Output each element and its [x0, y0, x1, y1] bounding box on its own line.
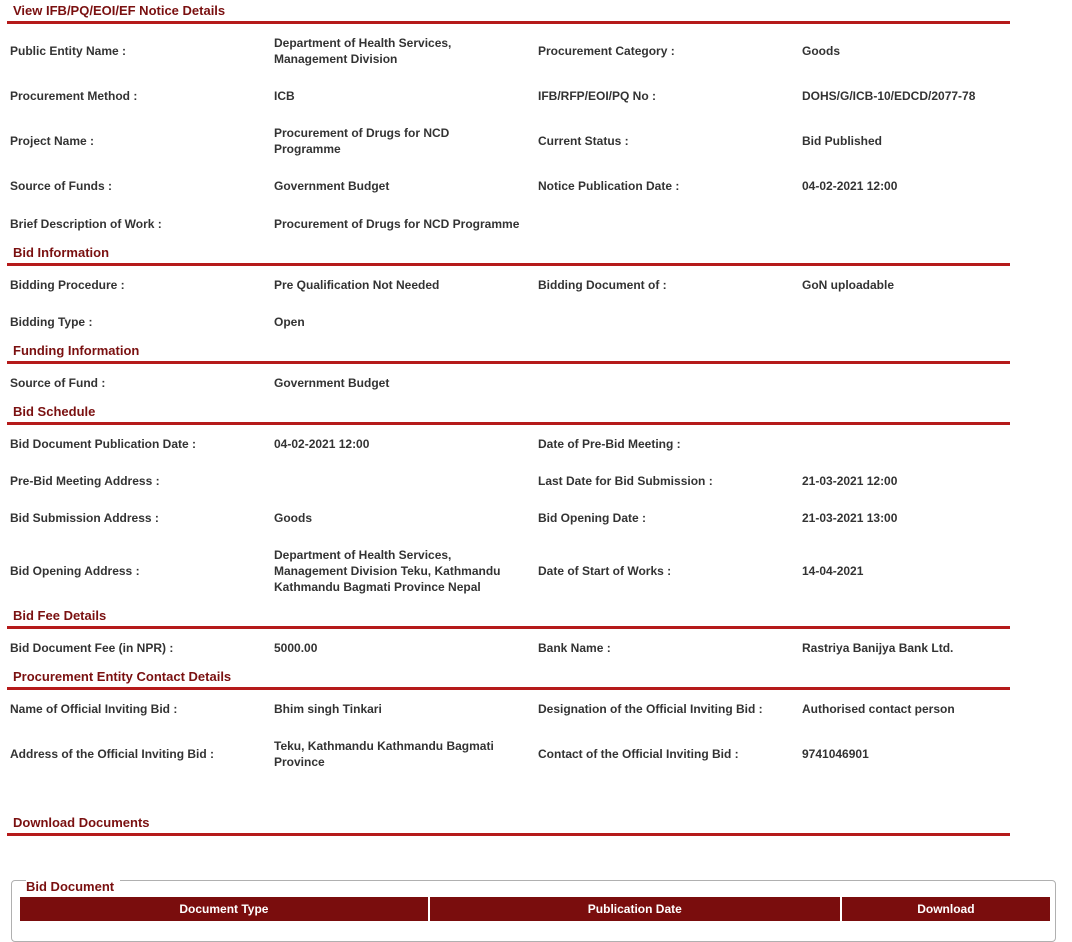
bidding-type-value: Open — [274, 315, 305, 329]
bid-opening-date-label: Bid Opening Date : — [538, 511, 646, 525]
bidding-procedure-label: Bidding Procedure : — [10, 278, 125, 292]
table-header-row — [20, 897, 1050, 921]
public-entity-label: Public Entity Name : — [10, 44, 127, 58]
row-bid-opening-address — [10, 546, 1000, 596]
bid-submission-address-value: Goods — [274, 511, 312, 525]
bid-schedule-section — [7, 402, 1010, 425]
bid-opening-address-value: Department of Health Services, Management Division Teku, Kathmandu Kathmandu Bagmati Province Nepal — [274, 548, 501, 594]
download-documents-section — [7, 813, 1010, 836]
brief-description-label: Brief Description of Work : — [10, 217, 162, 231]
source-of-funds-value: Government Budget — [274, 179, 390, 193]
bid-fee-section — [7, 606, 1010, 629]
column-header-document-type[interactable]: Document Type — [20, 897, 429, 921]
contact-details-section — [7, 667, 1010, 690]
bid-opening-date-value: 21-03-2021 13:00 — [802, 511, 898, 525]
bank-name-value: Rastriya Banijya Bank Ltd. — [802, 641, 954, 655]
start-of-works-label: Date of Start of Works : — [538, 564, 672, 578]
project-name-label: Project Name : — [10, 134, 95, 148]
last-date-submission-value: 21-03-2021 12:00 — [802, 474, 898, 488]
bid-document-fieldset — [11, 880, 1056, 942]
row-bid-doc-publication — [10, 435, 1000, 453]
pre-bid-meeting-address-value — [274, 472, 524, 490]
bid-document-table — [20, 897, 1050, 921]
row-bidding-type — [10, 313, 1000, 331]
section-title-funding: Funding Information — [7, 341, 1010, 364]
bidding-document-of-label: Bidding Document of : — [538, 278, 667, 292]
last-date-submission-label: Last Date for Bid Submission : — [538, 474, 713, 488]
bid-document-fee-value: 5000.00 — [274, 641, 318, 655]
public-entity-value: Department of Health Services, Management Division — [274, 36, 452, 66]
pre-bid-meeting-date-label: Date of Pre-Bid Meeting : — [538, 437, 681, 451]
official-name-label: Name of Official Inviting Bid : — [10, 702, 178, 716]
row-brief-description — [10, 215, 1000, 233]
ifb-no-value: DOHS/G/ICB-10/EDCD/2077-78 — [802, 89, 976, 103]
bid-document-fee-label: Bid Document Fee (in NPR) : — [10, 641, 174, 655]
official-address-label: Address of the Official Inviting Bid : — [10, 747, 215, 761]
official-contact-label: Contact of the Official Inviting Bid : — [538, 747, 739, 761]
funding-information-section — [7, 341, 1010, 364]
pre-bid-meeting-address-label: Pre-Bid Meeting Address : — [10, 474, 160, 488]
bidding-type-label: Bidding Type : — [10, 315, 93, 329]
bidding-procedure-value: Pre Qualification Not Needed — [274, 278, 440, 292]
procurement-method-value: ICB — [274, 89, 295, 103]
bid-document-publication-date-label: Bid Document Publication Date : — [10, 437, 197, 451]
source-of-fund-label: Source of Fund : — [10, 376, 106, 390]
ifb-no-label: IFB/RFP/EOI/PQ No : — [538, 89, 657, 103]
official-designation-value: Authorised contact person — [802, 702, 955, 716]
official-contact-value: 9741046901 — [802, 747, 869, 761]
section-title-download: Download Documents — [7, 813, 1010, 836]
row-pre-bid-address — [10, 472, 1000, 490]
column-header-download[interactable]: Download — [841, 897, 1050, 921]
section-title-notice: View IFB/PQ/EOI/EF Notice Details — [7, 1, 1010, 24]
bank-name-label: Bank Name : — [538, 641, 611, 655]
row-procurement-method — [10, 87, 1000, 105]
brief-description-value: Procurement of Drugs for NCD Programme — [274, 217, 520, 231]
current-status-value: Bid Published — [802, 134, 883, 148]
row-public-entity — [10, 34, 1000, 68]
row-source-of-fund — [10, 374, 1000, 392]
procurement-category-label: Procurement Category : — [538, 44, 675, 58]
section-title-bid-schedule: Bid Schedule — [7, 402, 1010, 425]
section-title-bid-fee: Bid Fee Details — [7, 606, 1010, 629]
row-official-address — [10, 737, 1000, 771]
row-bid-submission-address — [10, 509, 1000, 527]
row-bid-fee — [10, 639, 1000, 657]
pre-bid-meeting-date-value — [802, 435, 1002, 453]
source-of-fund-value: Government Budget — [274, 376, 390, 390]
row-official-name — [10, 700, 1000, 718]
official-address-value: Teku, Kathmandu Kathmandu Bagmati Province — [274, 739, 494, 769]
bid-information-section — [7, 243, 1010, 266]
official-name-value: Bhim singh Tinkari — [274, 702, 382, 716]
project-name-value: Procurement of Drugs for NCD Programme — [274, 126, 450, 156]
notice-details-section — [7, 1, 1010, 24]
section-title-contact: Procurement Entity Contact Details — [7, 667, 1010, 690]
bid-document-legend: Bid Document — [26, 879, 120, 895]
notice-publication-date-value: 04-02-2021 12:00 — [802, 179, 898, 193]
current-status-label: Current Status : — [538, 134, 629, 148]
notice-publication-date-label: Notice Publication Date : — [538, 179, 680, 193]
bid-submission-address-label: Bid Submission Address : — [10, 511, 159, 525]
section-title-bid-information: Bid Information — [7, 243, 1010, 266]
column-header-publication-date[interactable]: Publication Date — [429, 897, 841, 921]
row-project-name — [10, 124, 1000, 158]
bidding-document-of-value: GoN uploadable — [802, 278, 895, 292]
row-bidding-procedure — [10, 276, 1000, 294]
start-of-works-value: 14-04-2021 — [802, 564, 864, 578]
bid-document-publication-date-value: 04-02-2021 12:00 — [274, 437, 370, 451]
procurement-category-value: Goods — [802, 44, 840, 58]
official-designation-label: Designation of the Official Inviting Bid : — [538, 702, 763, 716]
procurement-method-label: Procurement Method : — [10, 89, 138, 103]
bid-opening-address-label: Bid Opening Address : — [10, 564, 140, 578]
source-of-funds-label: Source of Funds : — [10, 179, 112, 193]
row-source-of-funds — [10, 177, 1000, 195]
